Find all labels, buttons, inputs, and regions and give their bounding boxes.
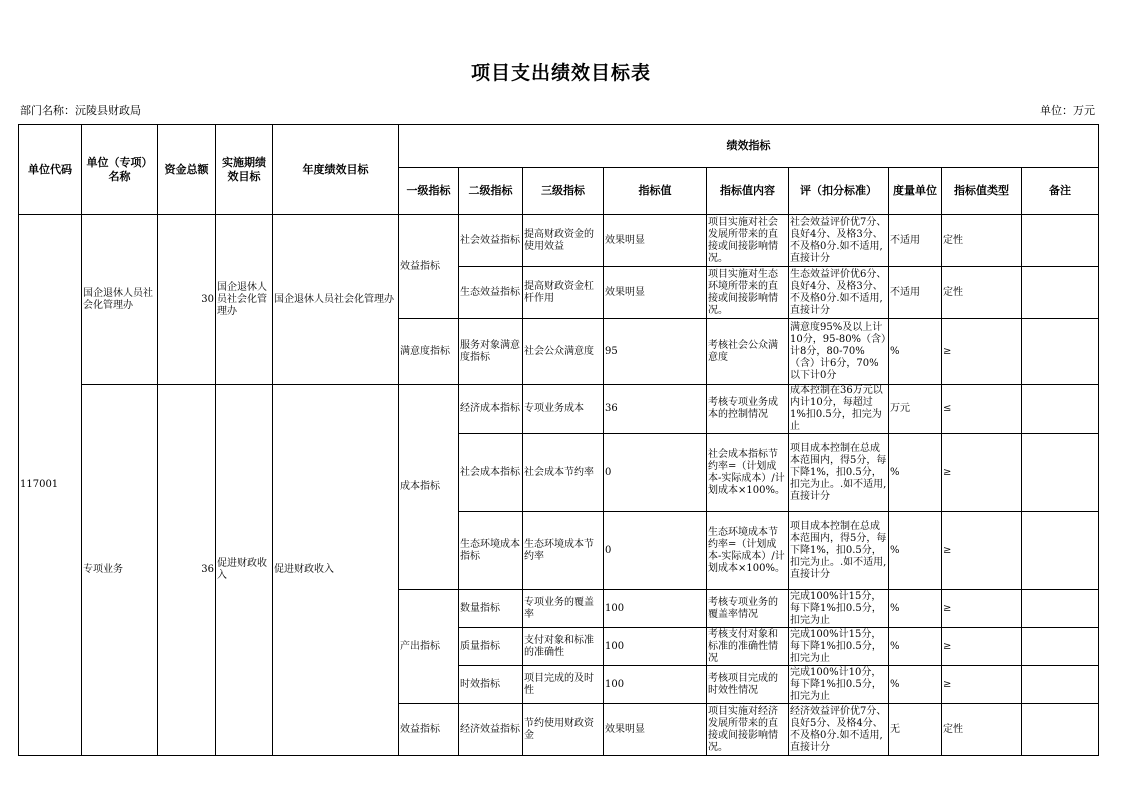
score-standard: 满意度95%及以上计10分，95-80%（含）计8分，80-70%（含）计6分，70%以下计0分 (789, 319, 889, 385)
note-cell (1022, 512, 1099, 590)
measure-unit: % (889, 628, 942, 666)
project-name: 国企退休人员社会化管理办 (82, 215, 158, 385)
l3-indicator: 社会公众满意度 (523, 319, 604, 385)
indicator-value: 95 (604, 319, 707, 385)
l2-indicator: 经济成本指标 (459, 385, 523, 434)
measure-unit: % (889, 434, 942, 512)
l2-indicator: 社会效益指标 (459, 215, 523, 267)
value-type: ≤ (942, 385, 1022, 434)
l3-indicator: 项目完成的及时性 (523, 666, 604, 704)
annual-goal: 促进财政收入 (273, 385, 399, 756)
l3-indicator: 提高财政资金的使用效益 (523, 215, 604, 267)
indicator-value: 0 (604, 512, 707, 590)
measure-unit: % (889, 666, 942, 704)
indicator-content: 考核专项业务的覆盖率情况 (707, 590, 789, 628)
header-score: 评（扣分标准） (789, 168, 889, 215)
header-value: 指标值 (604, 168, 707, 215)
indicator-content: 考核社会公众满意度 (707, 319, 789, 385)
value-type: ≥ (942, 628, 1022, 666)
note-cell (1022, 385, 1099, 434)
indicator-value: 效果明显 (604, 215, 707, 267)
measure-unit: 无 (889, 704, 942, 756)
score-standard: 项目成本控制在总成本范围内，得5分，每下降1%，扣0.5分，扣完为止。.如不适用,直接计分 (789, 434, 889, 512)
indicator-content: 社会成本指标节约率=（计划成本-实际成本）/计划成本×100%。 (707, 434, 789, 512)
header-note: 备注 (1022, 168, 1099, 215)
period-goal: 促进财政收入 (216, 385, 273, 756)
header-l2: 二级指标 (459, 168, 523, 215)
annual-goal: 国企退休人员社会化管理办 (273, 215, 399, 385)
l1-indicator: 成本指标 (399, 385, 459, 590)
period-goal: 国企退休人员社会化管理办 (216, 215, 273, 385)
indicator-content: 项目实施对经济发展所带来的直接或间接影响情况。 (707, 704, 789, 756)
unit-code: 117001 (19, 215, 82, 756)
l2-indicator: 时效指标 (459, 666, 523, 704)
l3-indicator: 专项业务成本 (523, 385, 604, 434)
page-title: 项目支出绩效目标表 (470, 62, 651, 84)
unit-label: 单位：万元 (1040, 104, 1095, 117)
l2-indicator: 服务对象满意度指标 (459, 319, 523, 385)
header-code: 单位代码 (19, 125, 82, 215)
score-standard: 完成100%计10分，每下降1%扣0.5分，扣完为止 (789, 666, 889, 704)
measure-unit: 不适用 (889, 267, 942, 319)
value-type: 定性 (942, 215, 1022, 267)
l1-indicator: 效益指标 (399, 704, 459, 756)
indicator-content: 考核专项业务成本的控制情况 (707, 385, 789, 434)
l3-indicator: 节约使用财政资金 (523, 704, 604, 756)
l1-indicator: 效益指标 (399, 215, 459, 319)
header-period: 实施期绩效目标 (216, 125, 273, 215)
header-measure: 度量单位 (889, 168, 942, 215)
indicator-content: 考核支付对象和标准的准确性情况 (707, 628, 789, 666)
score-standard: 经济效益评价优7分、良好5分、及格4分、不及格0分.如不适用,直接计分 (789, 704, 889, 756)
indicator-value: 100 (604, 666, 707, 704)
value-type: ≥ (942, 512, 1022, 590)
indicator-value: 0 (604, 434, 707, 512)
note-cell (1022, 215, 1099, 267)
measure-unit: % (889, 590, 942, 628)
header-l1: 一级指标 (399, 168, 459, 215)
l2-indicator: 生态环境成本指标 (459, 512, 523, 590)
value-type: ≥ (942, 319, 1022, 385)
note-cell (1022, 666, 1099, 704)
indicator-content: 考核项目完成的时效性情况 (707, 666, 789, 704)
header-content: 指标值内容 (707, 168, 789, 215)
indicator-value: 效果明显 (604, 704, 707, 756)
l3-indicator: 提高财政资金杠杆作用 (523, 267, 604, 319)
score-standard: 完成100%计15分，每下降1%扣0.5分，扣完为止 (789, 590, 889, 628)
l2-indicator: 生态效益指标 (459, 267, 523, 319)
value-type: 定性 (942, 704, 1022, 756)
measure-unit: 不适用 (889, 215, 942, 267)
l2-indicator: 经济效益指标 (459, 704, 523, 756)
indicator-content: 生态环境成本节约率=（计划成本-实际成本）/计划成本×100%。 (707, 512, 789, 590)
value-type: ≥ (942, 590, 1022, 628)
header-vtype: 指标值类型 (942, 168, 1022, 215)
department-label: 部门名称：沅陵县财政局 (20, 104, 141, 117)
score-standard: 成本控制在36万元以内计10分，每超过1%扣0.5分，扣完为止 (789, 385, 889, 434)
score-standard: 生态效益评价优6分、良好4分、及格3分、不及格0分.如不适用,直接计分 (789, 267, 889, 319)
note-cell (1022, 434, 1099, 512)
l3-indicator: 专项业务的覆盖率 (523, 590, 604, 628)
indicator-value: 100 (604, 590, 707, 628)
header-l3: 三级指标 (523, 168, 604, 215)
score-standard: 项目成本控制在总成本范围内，得5分，每下降1%，扣0.5分，扣完为止。.如不适用,直接计分 (789, 512, 889, 590)
note-cell (1022, 628, 1099, 666)
l2-indicator: 数量指标 (459, 590, 523, 628)
measure-unit: % (889, 512, 942, 590)
note-cell (1022, 590, 1099, 628)
value-type: ≥ (942, 666, 1022, 704)
note-cell (1022, 704, 1099, 756)
score-standard: 完成100%计15分，每下降1%扣0.5分，扣完为止 (789, 628, 889, 666)
l3-indicator: 支付对象和标准的准确性 (523, 628, 604, 666)
l2-indicator: 质量指标 (459, 628, 523, 666)
fund-total: 36 (158, 385, 216, 756)
l2-indicator: 社会成本指标 (459, 434, 523, 512)
l3-indicator: 社会成本节约率 (523, 434, 604, 512)
header-perf: 绩效指标 (399, 125, 1099, 168)
indicator-content: 项目实施对社会发展所带来的直接或间接影响情况。 (707, 215, 789, 267)
header-name: 单位（专项）名称 (82, 125, 158, 215)
l1-indicator: 产出指标 (399, 590, 459, 704)
project-name: 专项业务 (82, 385, 158, 756)
indicator-content: 项目实施对生态环境所带来的直接或间接影响情况。 (707, 267, 789, 319)
measure-unit: 万元 (889, 385, 942, 434)
value-type: ≥ (942, 434, 1022, 512)
score-standard: 社会效益评价优7分、良好4分、及格3分、不及格0分.如不适用,直接计分 (789, 215, 889, 267)
indicator-value: 100 (604, 628, 707, 666)
header-fund: 资金总额 (158, 125, 216, 215)
measure-unit: % (889, 319, 942, 385)
l3-indicator: 生态环境成本节约率 (523, 512, 604, 590)
l1-indicator: 满意度指标 (399, 319, 459, 385)
fund-total: 30 (158, 215, 216, 385)
note-cell (1022, 319, 1099, 385)
performance-table (18, 124, 1099, 756)
note-cell (1022, 267, 1099, 319)
header-annual: 年度绩效目标 (273, 125, 399, 215)
indicator-value: 36 (604, 385, 707, 434)
indicator-value: 效果明显 (604, 267, 707, 319)
value-type: 定性 (942, 267, 1022, 319)
